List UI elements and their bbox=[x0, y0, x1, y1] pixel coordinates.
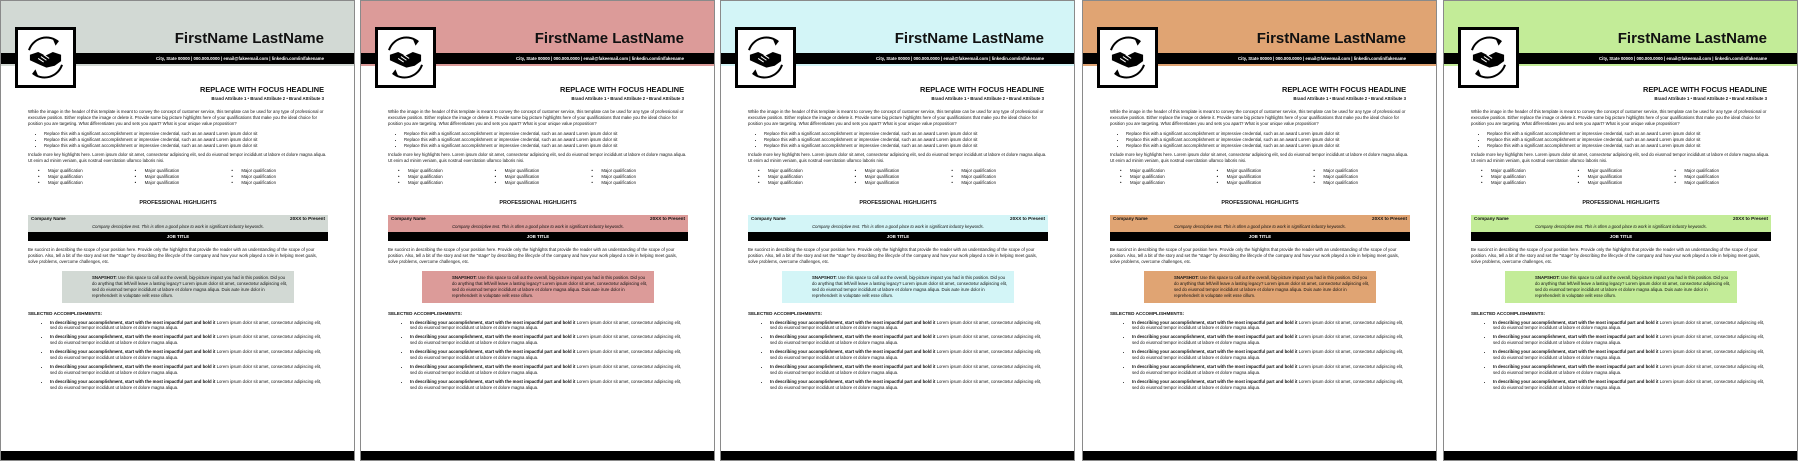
accomplishment-list bbox=[388, 320, 688, 391]
highlight-list bbox=[1110, 131, 1410, 149]
focus-headline: REPLACE WITH FOCUS HEADLINE bbox=[1282, 85, 1406, 94]
company-dates: 20XX to Present bbox=[1733, 215, 1768, 221]
accomplishment-text: Lorem ipsum dolor sit amet, consectetur adipiscing elit, sed do eiusmod tempor incididunt ut labore et dolore magna aliqua. bbox=[770, 378, 1042, 390]
section-title: PROFESSIONAL HIGHLIGHTS bbox=[139, 199, 217, 206]
accomplishment-lead: In describing your accomplishment, start with the most impactful part and bold it bbox=[1493, 334, 1659, 340]
list-item: • Replace this with a significant accomplishment or impressive credential, such as an award Lorem ipsum dolor sit bbox=[1487, 131, 1771, 137]
list-item: • Major qualification bbox=[1120, 174, 1217, 180]
list-item bbox=[770, 364, 1048, 376]
accomplishment-lead: In describing your accomplishment, start with the most impactful part and bold it bbox=[1493, 363, 1659, 369]
qualifications-grid bbox=[1471, 168, 1771, 186]
accomplishment-text: Lorem ipsum dolor sit amet, consectetur adipiscing elit, sed do eiusmod tempor incididunt ut labore et dolore magna aliqua. bbox=[1493, 363, 1765, 375]
list-item: • Major qualification bbox=[1120, 180, 1217, 186]
list-item: • Major qualification bbox=[398, 174, 495, 180]
resume-body bbox=[748, 109, 1048, 394]
candidate-name: FirstName LastName bbox=[1617, 30, 1767, 47]
footer-bar bbox=[721, 451, 1074, 460]
snapshot-box bbox=[62, 271, 294, 302]
list-item: • Major qualification bbox=[135, 174, 232, 180]
list-item: • Major qualification bbox=[855, 180, 952, 186]
handshake-cycle-icon bbox=[1458, 27, 1519, 88]
company-row bbox=[748, 215, 1048, 223]
contact-bar: City, State 00000 | 000.000.0000 | email@fakeemail.com | linkedin.com/in/fakename bbox=[361, 53, 714, 64]
footer-bar bbox=[1, 451, 354, 460]
brand-attributes: Brand Attribute 1 • Brand Attribute 2 • Brand Attribute 3 bbox=[1654, 96, 1767, 101]
section-title: PROFESSIONAL HIGHLIGHTS bbox=[1221, 199, 1299, 206]
candidate-name: FirstName LastName bbox=[174, 30, 324, 47]
list-item: • Major qualification bbox=[495, 174, 592, 180]
section-title: PROFESSIONAL HIGHLIGHTS bbox=[859, 199, 937, 206]
accomplishment-text: Lorem ipsum dolor sit amet, consectetur adipiscing elit, sed do eiusmod tempor incididunt ut labore et dolore magna aliqua. bbox=[50, 378, 322, 390]
list-item: • Major qualification bbox=[1674, 174, 1771, 180]
qualifications-grid bbox=[1110, 168, 1410, 186]
company-description: Company descriptive text. This is often a good place to work in significant industry keywords. bbox=[28, 223, 328, 232]
list-item: • Replace this with a significant accomplishment or impressive credential, such as an award Lorem ipsum dolor sit bbox=[404, 143, 688, 149]
company-name: Company Name bbox=[751, 215, 786, 221]
accomplishment-lead: In describing your accomplishment, start with the most impactful part and bold it bbox=[50, 349, 216, 355]
snapshot-text: Use this space to call out the overall, big-picture impact you had in this position. Did you do anything that left/will leave a lasting legacy? Lorem ipsum dolor sit amet, consectetur adipiscing elit, sed do eiusmod tempor incididunt ut labore et dolore magna aliqua. Duis aute irure dolor in reprehenderit in voluptate velit esse cillum. bbox=[1535, 275, 1731, 298]
list-item: • Major qualification bbox=[231, 180, 328, 186]
scope-paragraph: Be succinct in describing the scope of your position here. Provide only the highlights that provide the reader with an understanding of the scope of your position. Also, tell a bit of the story and set the "stage" by describing the lifecycle of the company and how your work played a role in helping meet goals, solve problems, overcome challenges, etc. bbox=[1110, 246, 1399, 264]
more-paragraph: Include more key highlights here. Lorem ipsum dolor sit amet, consectetur adipiscing elit, sed do eiusmod tempor incididunt ut labore et dolore magna aliqua. Ut enim ad minim veniam, quis nostrud exercitation ullamco laboris nisi. bbox=[28, 152, 327, 164]
highlight-list bbox=[1471, 131, 1771, 149]
intro-paragraph: While the image in the header of this template is meant to convey the concept of customer service, this template can be used for any type of professional or executive position. Either replace the image or delete it. Provide some big picture highlights here of your qualifications that make you the ideal choice for position you are targeting. What differentiates you and sets you apart? What is your unique value proposition? bbox=[28, 109, 324, 126]
resume-page[interactable] bbox=[1082, 0, 1437, 461]
list-item: • Major qualification bbox=[591, 180, 688, 186]
accomplishment-lead: In describing your accomplishment, start with the most impactful part and bold it bbox=[50, 334, 216, 340]
list-item: • Major qualification bbox=[38, 168, 135, 174]
list-item bbox=[1132, 320, 1410, 332]
accomplishment-list bbox=[28, 320, 328, 391]
list-item: • Major qualification bbox=[1217, 168, 1314, 174]
accomplishment-text: Lorem ipsum dolor sit amet, consectetur adipiscing elit, sed do eiusmod tempor incididunt ut labore et dolore magna aliqua. bbox=[1132, 334, 1404, 346]
company-description: Company descriptive text. This is often a good place to work in significant industry keywords. bbox=[1471, 223, 1771, 232]
list-item: • Major qualification bbox=[1578, 180, 1675, 186]
list-item: • Major qualification bbox=[398, 180, 495, 186]
list-item bbox=[1493, 320, 1771, 332]
intro-paragraph: While the image in the header of this template is meant to convey the concept of customer service, this template can be used for any type of professional or executive position. Either replace the image or delete it. Provide some big picture highlights here of your qualifications that make you the ideal choice for position you are targeting. What differentiates you and sets you apart? What is your unique value proposition? bbox=[388, 109, 684, 126]
company-name: Company Name bbox=[31, 215, 66, 221]
accomplishment-text: Lorem ipsum dolor sit amet, consectetur adipiscing elit, sed do eiusmod tempor incididunt ut labore et dolore magna aliqua. bbox=[50, 319, 322, 331]
accomplishment-text: Lorem ipsum dolor sit amet, consectetur adipiscing elit, sed do eiusmod tempor incididunt ut labore et dolore magna aliqua. bbox=[1493, 349, 1765, 361]
candidate-name: FirstName LastName bbox=[1256, 30, 1406, 47]
list-item: • Major qualification bbox=[951, 168, 1048, 174]
list-item bbox=[410, 334, 688, 346]
brand-attributes: Brand Attribute 1 • Brand Attribute 2 • Brand Attribute 3 bbox=[931, 96, 1044, 101]
accomplishment-text: Lorem ipsum dolor sit amet, consectetur adipiscing elit, sed do eiusmod tempor incididunt ut labore et dolore magna aliqua. bbox=[50, 334, 322, 346]
candidate-name: FirstName LastName bbox=[894, 30, 1044, 47]
accomplishment-text: Lorem ipsum dolor sit amet, consectetur adipiscing elit, sed do eiusmod tempor incididunt ut labore et dolore magna aliqua. bbox=[770, 319, 1042, 331]
company-row bbox=[1110, 215, 1410, 223]
list-item: • Major qualification bbox=[1217, 180, 1314, 186]
list-item: • Major qualification bbox=[231, 174, 328, 180]
accomplishment-lead: In describing your accomplishment, start with the most impactful part and bold it bbox=[1132, 378, 1298, 384]
accomplishment-lead: In describing your accomplishment, start with the most impactful part and bold it bbox=[1132, 349, 1298, 355]
accomplishment-lead: In describing your accomplishment, start with the most impactful part and bold it bbox=[770, 349, 936, 355]
accomplishment-lead: In describing your accomplishment, start with the most impactful part and bold it bbox=[50, 319, 216, 325]
list-item: • Major qualification bbox=[1578, 174, 1675, 180]
accomplishment-text: Lorem ipsum dolor sit amet, consectetur adipiscing elit, sed do eiusmod tempor incididunt ut labore et dolore magna aliqua. bbox=[770, 349, 1042, 361]
qualifications-grid bbox=[388, 168, 688, 186]
qualifications-grid bbox=[28, 168, 328, 186]
list-item bbox=[1132, 364, 1410, 376]
list-item: • Major qualification bbox=[951, 180, 1048, 186]
accomplishment-lead: In describing your accomplishment, start with the most impactful part and bold it bbox=[1132, 363, 1298, 369]
list-item: • Major qualification bbox=[1674, 180, 1771, 186]
company-row bbox=[28, 215, 328, 223]
handshake-cycle-icon bbox=[1097, 27, 1158, 88]
company-dates: 20XX to Present bbox=[650, 215, 685, 221]
resume-body bbox=[1471, 109, 1771, 394]
list-item: • Replace this with a significant accomplishment or impressive credential, such as an award Lorem ipsum dolor sit bbox=[44, 137, 328, 143]
accomplishment-text: Lorem ipsum dolor sit amet, consectetur adipiscing elit, sed do eiusmod tempor incididunt ut labore et dolore magna aliqua. bbox=[1132, 319, 1404, 331]
selected-accomplishments-title: SELECTED ACCOMPLISHMENTS: bbox=[1110, 310, 1185, 316]
company-name: Company Name bbox=[1474, 215, 1509, 221]
accomplishment-text: Lorem ipsum dolor sit amet, consectetur adipiscing elit, sed do eiusmod tempor incididunt ut labore et dolore magna aliqua. bbox=[410, 349, 682, 361]
accomplishment-lead: In describing your accomplishment, start with the most impactful part and bold it bbox=[50, 363, 216, 369]
contact-bar: City, State 00000 | 000.000.0000 | email@fakeemail.com | linkedin.com/in/fakename bbox=[1, 53, 354, 64]
accomplishment-text: Lorem ipsum dolor sit amet, consectetur adipiscing elit, sed do eiusmod tempor incididunt ut labore et dolore magna aliqua. bbox=[410, 334, 682, 346]
resume-page[interactable] bbox=[1443, 0, 1798, 461]
list-item bbox=[770, 379, 1048, 391]
list-item: • Replace this with a significant accomplishment or impressive credential, such as an award Lorem ipsum dolor sit bbox=[404, 137, 688, 143]
snapshot-box bbox=[1505, 271, 1737, 302]
snapshot-label: SNAPSHOT: bbox=[1535, 275, 1560, 281]
accomplishment-lead: In describing your accomplishment, start with the most impactful part and bold it bbox=[1493, 378, 1659, 384]
list-item bbox=[1132, 349, 1410, 361]
accomplishment-lead: In describing your accomplishment, start with the most impactful part and bold it bbox=[1493, 349, 1659, 355]
accomplishment-text: Lorem ipsum dolor sit amet, consectetur adipiscing elit, sed do eiusmod tempor incididunt ut labore et dolore magna aliqua. bbox=[1493, 334, 1765, 346]
accomplishment-text: Lorem ipsum dolor sit amet, consectetur adipiscing elit, sed do eiusmod tempor incididunt ut labore et dolore magna aliqua. bbox=[1132, 378, 1404, 390]
job-title: JOB TITLE bbox=[1471, 232, 1771, 241]
section-title: PROFESSIONAL HIGHLIGHTS bbox=[1582, 199, 1660, 206]
list-item bbox=[50, 320, 328, 332]
accomplishment-lead: In describing your accomplishment, start with the most impactful part and bold it bbox=[410, 334, 576, 340]
section-title: PROFESSIONAL HIGHLIGHTS bbox=[499, 199, 577, 206]
list-item: • Replace this with a significant accomplishment or impressive credential, such as an award Lorem ipsum dolor sit bbox=[1487, 137, 1771, 143]
snapshot-text: Use this space to call out the overall, big-picture impact you had in this position. Did you do anything that left/will leave a lasting legacy? Lorem ipsum dolor sit amet, consectetur adipiscing elit, sed do eiusmod tempor incididunt ut labore et dolore magna aliqua. Duis aute irure dolor in reprehenderit in voluptate velit esse cillum. bbox=[1174, 275, 1370, 298]
snapshot-box bbox=[782, 271, 1014, 302]
accomplishment-lead: In describing your accomplishment, start with the most impactful part and bold it bbox=[770, 363, 936, 369]
company-description: Company descriptive text. This is often a good place to work in significant industry keywords. bbox=[1110, 223, 1410, 232]
list-item: • Replace this with a significant accomplishment or impressive credential, such as an award Lorem ipsum dolor sit bbox=[1487, 143, 1771, 149]
accomplishment-text: Lorem ipsum dolor sit amet, consectetur adipiscing elit, sed do eiusmod tempor incididunt ut labore et dolore magna aliqua. bbox=[50, 349, 322, 361]
company-dates: 20XX to Present bbox=[1010, 215, 1045, 221]
selected-accomplishments-title: SELECTED ACCOMPLISHMENTS: bbox=[388, 310, 463, 316]
highlight-list bbox=[748, 131, 1048, 149]
focus-headline: REPLACE WITH FOCUS HEADLINE bbox=[200, 85, 324, 94]
selected-accomplishments-title: SELECTED ACCOMPLISHMENTS: bbox=[28, 310, 103, 316]
focus-headline: REPLACE WITH FOCUS HEADLINE bbox=[560, 85, 684, 94]
list-item: • Replace this with a significant accomplishment or impressive credential, such as an award Lorem ipsum dolor sit bbox=[764, 143, 1048, 149]
list-item: • Major qualification bbox=[135, 180, 232, 186]
list-item bbox=[50, 364, 328, 376]
scope-paragraph: Be succinct in describing the scope of your position here. Provide only the highlights that provide the reader with an understanding of the scope of your position. Also, tell a bit of the story and set the "stage" by describing the lifecycle of the company and how your work played a role in helping meet goals, solve problems, overcome challenges, etc. bbox=[28, 246, 317, 264]
job-title: JOB TITLE bbox=[388, 232, 688, 241]
company-name: Company Name bbox=[391, 215, 426, 221]
footer-bar bbox=[1083, 451, 1436, 460]
candidate-name: FirstName LastName bbox=[534, 30, 684, 47]
highlight-list bbox=[388, 131, 688, 149]
accomplishment-lead: In describing your accomplishment, start with the most impactful part and bold it bbox=[410, 378, 576, 384]
list-item: • Major qualification bbox=[1481, 174, 1578, 180]
accomplishment-text: Lorem ipsum dolor sit amet, consectetur adipiscing elit, sed do eiusmod tempor incididunt ut labore et dolore magna aliqua. bbox=[410, 378, 682, 390]
accomplishment-lead: In describing your accomplishment, start with the most impactful part and bold it bbox=[770, 334, 936, 340]
company-name: Company Name bbox=[1113, 215, 1148, 221]
accomplishment-lead: In describing your accomplishment, start with the most impactful part and bold it bbox=[1132, 319, 1298, 325]
company-row bbox=[388, 215, 688, 223]
scope-paragraph: Be succinct in describing the scope of your position here. Provide only the highlights that provide the reader with an understanding of the scope of your position. Also, tell a bit of the story and set the "stage" by describing the lifecycle of the company and how your work played a role in helping meet goals, solve problems, overcome challenges, etc. bbox=[748, 246, 1037, 264]
accomplishment-lead: In describing your accomplishment, start with the most impactful part and bold it bbox=[770, 319, 936, 325]
contact-bar: City, State 00000 | 000.000.0000 | email@fakeemail.com | linkedin.com/in/fakename bbox=[721, 53, 1074, 64]
list-item bbox=[410, 379, 688, 391]
list-item: • Replace this with a significant accomplishment or impressive credential, such as an award Lorem ipsum dolor sit bbox=[1126, 137, 1410, 143]
accomplishment-list bbox=[748, 320, 1048, 391]
company-dates: 20XX to Present bbox=[290, 215, 325, 221]
list-item: • Major qualification bbox=[38, 180, 135, 186]
highlight-list bbox=[28, 131, 328, 149]
list-item: • Major qualification bbox=[1217, 174, 1314, 180]
list-item bbox=[770, 320, 1048, 332]
list-item: • Major qualification bbox=[855, 174, 952, 180]
list-item bbox=[50, 349, 328, 361]
list-item: • Major qualification bbox=[1313, 174, 1410, 180]
list-item bbox=[50, 334, 328, 346]
list-item bbox=[1132, 334, 1410, 346]
snapshot-label: SNAPSHOT: bbox=[92, 275, 117, 281]
list-item: • Major qualification bbox=[495, 180, 592, 186]
list-item bbox=[1493, 364, 1771, 376]
job-title: JOB TITLE bbox=[1110, 232, 1410, 241]
handshake-cycle-icon bbox=[735, 27, 796, 88]
list-item: • Major qualification bbox=[855, 168, 952, 174]
scope-paragraph: Be succinct in describing the scope of your position here. Provide only the highlights that provide the reader with an understanding of the scope of your position. Also, tell a bit of the story and set the "stage" by describing the lifecycle of the company and how your work played a role in helping meet goals, solve problems, overcome challenges, etc. bbox=[388, 246, 677, 264]
list-item: • Major qualification bbox=[758, 174, 855, 180]
list-item bbox=[770, 334, 1048, 346]
list-item: • Replace this with a significant accomplishment or impressive credential, such as an award Lorem ipsum dolor sit bbox=[44, 131, 328, 137]
more-paragraph: Include more key highlights here. Lorem ipsum dolor sit amet, consectetur adipiscing elit, sed do eiusmod tempor incididunt ut labore et dolore magna aliqua. Ut enim ad minim veniam, quis nostrud exercitation ullamco laboris nisi. bbox=[388, 152, 687, 164]
list-item: • Replace this with a significant accomplishment or impressive credential, such as an award Lorem ipsum dolor sit bbox=[764, 137, 1048, 143]
qualifications-grid bbox=[748, 168, 1048, 186]
accomplishment-lead: In describing your accomplishment, start with the most impactful part and bold it bbox=[410, 319, 576, 325]
resume-body bbox=[388, 109, 688, 394]
accomplishment-lead: In describing your accomplishment, start with the most impactful part and bold it bbox=[410, 363, 576, 369]
list-item bbox=[1493, 334, 1771, 346]
list-item: • Major qualification bbox=[1120, 168, 1217, 174]
list-item bbox=[410, 364, 688, 376]
accomplishment-lead: In describing your accomplishment, start with the most impactful part and bold it bbox=[50, 378, 216, 384]
list-item: • Major qualification bbox=[758, 168, 855, 174]
handshake-cycle-icon bbox=[15, 27, 76, 88]
intro-paragraph: While the image in the header of this template is meant to convey the concept of customer service, this template can be used for any type of professional or executive position. Either replace the image or delete it. Provide some big picture highlights here of your qualifications that make you the ideal choice for position you are targeting. What differentiates you and sets you apart? What is your unique value proposition? bbox=[1110, 109, 1406, 126]
list-item: • Major qualification bbox=[951, 174, 1048, 180]
list-item bbox=[1493, 349, 1771, 361]
accomplishment-text: Lorem ipsum dolor sit amet, consectetur adipiscing elit, sed do eiusmod tempor incididunt ut labore et dolore magna aliqua. bbox=[770, 334, 1042, 346]
resume-body bbox=[28, 109, 328, 394]
accomplishment-text: Lorem ipsum dolor sit amet, consectetur adipiscing elit, sed do eiusmod tempor incididunt ut labore et dolore magna aliqua. bbox=[1493, 378, 1765, 390]
accomplishment-text: Lorem ipsum dolor sit amet, consectetur adipiscing elit, sed do eiusmod tempor incididunt ut labore et dolore magna aliqua. bbox=[1132, 349, 1404, 361]
contact-bar: City, State 00000 | 000.000.0000 | email@fakeemail.com | linkedin.com/in/fakename bbox=[1083, 53, 1436, 64]
list-item: • Major qualification bbox=[1313, 180, 1410, 186]
list-item: • Major qualification bbox=[1674, 168, 1771, 174]
focus-headline: REPLACE WITH FOCUS HEADLINE bbox=[920, 85, 1044, 94]
intro-paragraph: While the image in the header of this template is meant to convey the concept of customer service, this template can be used for any type of professional or executive position. Either replace the image or delete it. Provide some big picture highlights here of your qualifications that make you the ideal choice for position you are targeting. What differentiates you and sets you apart? What is your unique value proposition? bbox=[1471, 109, 1767, 126]
more-paragraph: Include more key highlights here. Lorem ipsum dolor sit amet, consectetur adipiscing elit, sed do eiusmod tempor incididunt ut labore et dolore magna aliqua. Ut enim ad minim veniam, quis nostrud exercitation ullamco laboris nisi. bbox=[748, 152, 1047, 164]
list-item bbox=[410, 320, 688, 332]
company-dates: 20XX to Present bbox=[1372, 215, 1407, 221]
list-item: • Major qualification bbox=[495, 168, 592, 174]
contact-bar: City, State 00000 | 000.000.0000 | email@fakeemail.com | linkedin.com/in/fakename bbox=[1444, 53, 1797, 64]
list-item: • Major qualification bbox=[231, 168, 328, 174]
accomplishment-lead: In describing your accomplishment, start with the most impactful part and bold it bbox=[770, 378, 936, 384]
list-item: • Major qualification bbox=[1578, 168, 1675, 174]
list-item: • Major qualification bbox=[591, 174, 688, 180]
snapshot-text: Use this space to call out the overall, big-picture impact you had in this position. Did you do anything that left/will leave a lasting legacy? Lorem ipsum dolor sit amet, consectetur adipiscing elit, sed do eiusmod tempor incididunt ut labore et dolore magna aliqua. Duis aute irure dolor in reprehenderit in voluptate velit esse cillum. bbox=[92, 275, 288, 298]
accomplishment-lead: In describing your accomplishment, start with the most impactful part and bold it bbox=[1132, 334, 1298, 340]
list-item: • Major qualification bbox=[591, 168, 688, 174]
resume-body bbox=[1110, 109, 1410, 394]
snapshot-label: SNAPSHOT: bbox=[812, 275, 837, 281]
list-item bbox=[1132, 379, 1410, 391]
list-item: • Major qualification bbox=[758, 180, 855, 186]
list-item bbox=[50, 379, 328, 391]
intro-paragraph: While the image in the header of this template is meant to convey the concept of customer service, this template can be used for any type of professional or executive position. Either replace the image or delete it. Provide some big picture highlights here of your qualifications that make you the ideal choice for position you are targeting. What differentiates you and sets you apart? What is your unique value proposition? bbox=[748, 109, 1044, 126]
resume-page[interactable] bbox=[360, 0, 715, 461]
list-item bbox=[1493, 379, 1771, 391]
brand-attributes: Brand Attribute 1 • Brand Attribute 2 • Brand Attribute 3 bbox=[211, 96, 324, 101]
snapshot-box bbox=[422, 271, 654, 302]
brand-attributes: Brand Attribute 1 • Brand Attribute 2 • Brand Attribute 3 bbox=[571, 96, 684, 101]
list-item: • Major qualification bbox=[38, 174, 135, 180]
company-description: Company descriptive text. This is often a good place to work in significant industry keywords. bbox=[388, 223, 688, 232]
accomplishment-text: Lorem ipsum dolor sit amet, consectetur adipiscing elit, sed do eiusmod tempor incididunt ut labore et dolore magna aliqua. bbox=[770, 363, 1042, 375]
footer-bar bbox=[361, 451, 714, 460]
company-description: Company descriptive text. This is often a good place to work in significant industry keywords. bbox=[748, 223, 1048, 232]
list-item: • Replace this with a significant accomplishment or impressive credential, such as an award Lorem ipsum dolor sit bbox=[404, 131, 688, 137]
footer-bar bbox=[1444, 451, 1797, 460]
list-item: • Major qualification bbox=[1481, 168, 1578, 174]
list-item bbox=[410, 349, 688, 361]
resume-page[interactable] bbox=[720, 0, 1075, 461]
selected-accomplishments-title: SELECTED ACCOMPLISHMENTS: bbox=[748, 310, 823, 316]
accomplishment-text: Lorem ipsum dolor sit amet, consectetur adipiscing elit, sed do eiusmod tempor incididunt ut labore et dolore magna aliqua. bbox=[410, 319, 682, 331]
job-title: JOB TITLE bbox=[748, 232, 1048, 241]
accomplishment-list bbox=[1471, 320, 1771, 391]
handshake-cycle-icon bbox=[375, 27, 436, 88]
snapshot-label: SNAPSHOT: bbox=[1174, 275, 1199, 281]
more-paragraph: Include more key highlights here. Lorem ipsum dolor sit amet, consectetur adipiscing elit, sed do eiusmod tempor incididunt ut labore et dolore magna aliqua. Ut enim ad minim veniam, quis nostrud exercitation ullamco laboris nisi. bbox=[1110, 152, 1409, 164]
list-item: • Major qualification bbox=[1481, 180, 1578, 186]
scope-paragraph: Be succinct in describing the scope of your position here. Provide only the highlights that provide the reader with an understanding of the scope of your position. Also, tell a bit of the story and set the "stage" by describing the lifecycle of the company and how your work played a role in helping meet goals, solve problems, overcome challenges, etc. bbox=[1471, 246, 1760, 264]
selected-accomplishments-title: SELECTED ACCOMPLISHMENTS: bbox=[1471, 310, 1546, 316]
list-item bbox=[770, 349, 1048, 361]
snapshot-label: SNAPSHOT: bbox=[452, 275, 477, 281]
list-item: • Major qualification bbox=[135, 168, 232, 174]
list-item: • Major qualification bbox=[1313, 168, 1410, 174]
focus-headline: REPLACE WITH FOCUS HEADLINE bbox=[1643, 85, 1767, 94]
resume-page[interactable] bbox=[0, 0, 355, 461]
accomplishment-lead: In describing your accomplishment, start with the most impactful part and bold it bbox=[1493, 319, 1659, 325]
more-paragraph: Include more key highlights here. Lorem ipsum dolor sit amet, consectetur adipiscing elit, sed do eiusmod tempor incididunt ut labore et dolore magna aliqua. Ut enim ad minim veniam, quis nostrud exercitation ullamco laboris nisi. bbox=[1471, 152, 1770, 164]
accomplishment-text: Lorem ipsum dolor sit amet, consectetur adipiscing elit, sed do eiusmod tempor incididunt ut labore et dolore magna aliqua. bbox=[50, 363, 322, 375]
brand-attributes: Brand Attribute 1 • Brand Attribute 2 • Brand Attribute 3 bbox=[1293, 96, 1406, 101]
list-item: • Replace this with a significant accomplishment or impressive credential, such as an award Lorem ipsum dolor sit bbox=[764, 131, 1048, 137]
accomplishment-text: Lorem ipsum dolor sit amet, consectetur adipiscing elit, sed do eiusmod tempor incididunt ut labore et dolore magna aliqua. bbox=[1132, 363, 1404, 375]
accomplishment-lead: In describing your accomplishment, start with the most impactful part and bold it bbox=[410, 349, 576, 355]
snapshot-box bbox=[1144, 271, 1376, 302]
accomplishment-text: Lorem ipsum dolor sit amet, consectetur adipiscing elit, sed do eiusmod tempor incididunt ut labore et dolore magna aliqua. bbox=[410, 363, 682, 375]
accomplishment-list bbox=[1110, 320, 1410, 391]
list-item: • Replace this with a significant accomplishment or impressive credential, such as an award Lorem ipsum dolor sit bbox=[1126, 143, 1410, 149]
list-item: • Replace this with a significant accomplishment or impressive credential, such as an award Lorem ipsum dolor sit bbox=[1126, 131, 1410, 137]
company-row bbox=[1471, 215, 1771, 223]
list-item: • Replace this with a significant accomplishment or impressive credential, such as an award Lorem ipsum dolor sit bbox=[44, 143, 328, 149]
job-title: JOB TITLE bbox=[28, 232, 328, 241]
accomplishment-text: Lorem ipsum dolor sit amet, consectetur adipiscing elit, sed do eiusmod tempor incididunt ut labore et dolore magna aliqua. bbox=[1493, 319, 1765, 331]
list-item: • Major qualification bbox=[398, 168, 495, 174]
snapshot-text: Use this space to call out the overall, big-picture impact you had in this position. Did you do anything that left/will leave a lasting legacy? Lorem ipsum dolor sit amet, consectetur adipiscing elit, sed do eiusmod tempor incididunt ut labore et dolore magna aliqua. Duis aute irure dolor in reprehenderit in voluptate velit esse cillum. bbox=[812, 275, 1008, 298]
snapshot-text: Use this space to call out the overall, big-picture impact you had in this position. Did you do anything that left/will leave a lasting legacy? Lorem ipsum dolor sit amet, consectetur adipiscing elit, sed do eiusmod tempor incididunt ut labore et dolore magna aliqua. Duis aute irure dolor in reprehenderit in voluptate velit esse cillum. bbox=[452, 275, 648, 298]
